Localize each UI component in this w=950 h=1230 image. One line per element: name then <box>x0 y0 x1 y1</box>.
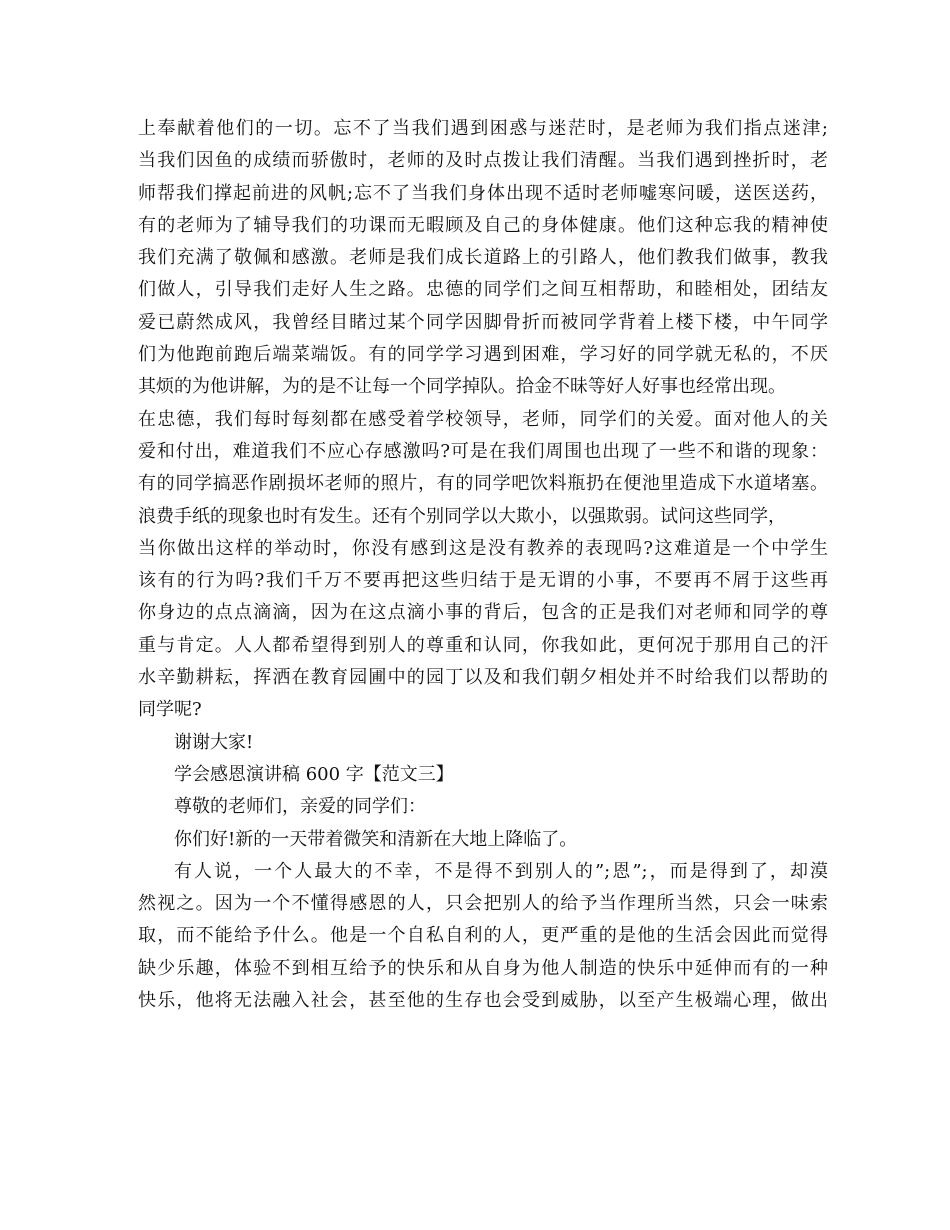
text-line: 有人说，一个人最大的不幸，不是得不到别人的”;恩”;，而是得到了，却漠 <box>174 860 828 882</box>
text-line: 浪费手纸的现象也时有发生。还有个别同学以大欺小，以强欺弱。试问这些同学， <box>138 505 786 527</box>
speech-text <box>138 113 828 1017</box>
text-line: 有的同学搞恶作剧损坏老师的照片，有的同学吧饮料瓶扔在便池里造成下水道堵塞。 <box>138 473 828 495</box>
text-line: 快乐，他将无法融入社会，甚至他的生存也会受到威胁，以至产生极端心理，做出 <box>138 990 828 1012</box>
text-line: 有的老师为了辅导我们的功课而无暇顾及自己的身体健康。他们这种忘我的精神使 <box>138 214 828 236</box>
text-line: 该有的行为吗?我们千万不要再把这些归结于是无谓的小事，不要再不屑于这些再 <box>138 570 828 592</box>
text-line: 缺少乐趣，体验不到相互给予的快乐和从自身为他人制造的快乐中延伸而有的一种 <box>138 957 828 979</box>
text-line: 爱已蔚然成风，我曾经目睹过某个同学因脚骨折而被同学背着上楼下楼，中午同学 <box>138 311 828 333</box>
text-line: 上奉献着他们的一切。忘不了当我们遇到困惑与迷茫时，是老师为我们指点迷津; <box>138 118 828 139</box>
text-line: 你身边的点点滴滴，因为在这点滴小事的背后，包含的正是我们对老师和同学的尊 <box>138 602 828 624</box>
text-line: 在忠德，我们每时每刻都在感受着学校领导，老师，同学们的关爱。面对他人的关 <box>138 408 828 430</box>
text-line: 取，而不能给予什么。他是一个自私自利的人，更严重的是他的生活会因此而觉得 <box>138 925 828 947</box>
section-heading: 学会感恩演讲稿 600 字【范文三】 <box>174 763 454 785</box>
text-line: 们做人，引导我们走好人生之路。忠德的同学们之间互相帮助，和睦相处，团结友 <box>138 279 828 301</box>
greeting: 你们好!新的一天带着微笑和清新在大地上降临了。 <box>174 828 578 850</box>
text-line: 当你做出这样的举动时，你没有感到这是没有教养的表现吗?这难道是一个中学生 <box>138 537 828 559</box>
text-line: 重与肯定。人人都希望得到别人的尊重和认同，你我如此，更何况于那用自己的汗 <box>138 634 828 656</box>
text-line: 其烦的为他讲解，为的是不让每一个同学掉队。拾金不昧等好人好事也经常出现。 <box>138 376 786 398</box>
text-line: 爱和付出，难道我们不应心存感激吗?可是在我们周围也出现了一些不和谐的现象： <box>138 440 828 462</box>
closing-line: 谢谢大家! <box>174 731 254 753</box>
salutation: 尊敬的老师们，亲爱的同学们： <box>174 796 426 818</box>
text-line: 我们充满了敬佩和感激。老师是我们成长道路上的引路人，他们教我们做事，教我 <box>138 247 828 269</box>
text-line: 同学呢? <box>138 699 202 721</box>
text-line: 当我们因鱼的成绩而骄傲时，老师的及时点拨让我们清醒。当我们遇到挫折时，老 <box>138 150 828 172</box>
text-line: 然视之。因为一个不懂得感恩的人，只会把别人的给予当作理所当然，只会一味索 <box>138 893 828 915</box>
text-line: 师帮我们撑起前进的风帆;忘不了当我们身体出现不适时老师嘘寒问暖，送医送药， <box>138 182 828 204</box>
text-line: 水辛勤耕耘，挥洒在教育园圃中的园丁以及和我们朝夕相处并不时给我们以帮助的 <box>138 667 828 689</box>
text-line: 们为他跑前跑后端菜端饭。有的同学学习遇到困难，学习好的同学就无私的，不厌 <box>138 344 828 366</box>
